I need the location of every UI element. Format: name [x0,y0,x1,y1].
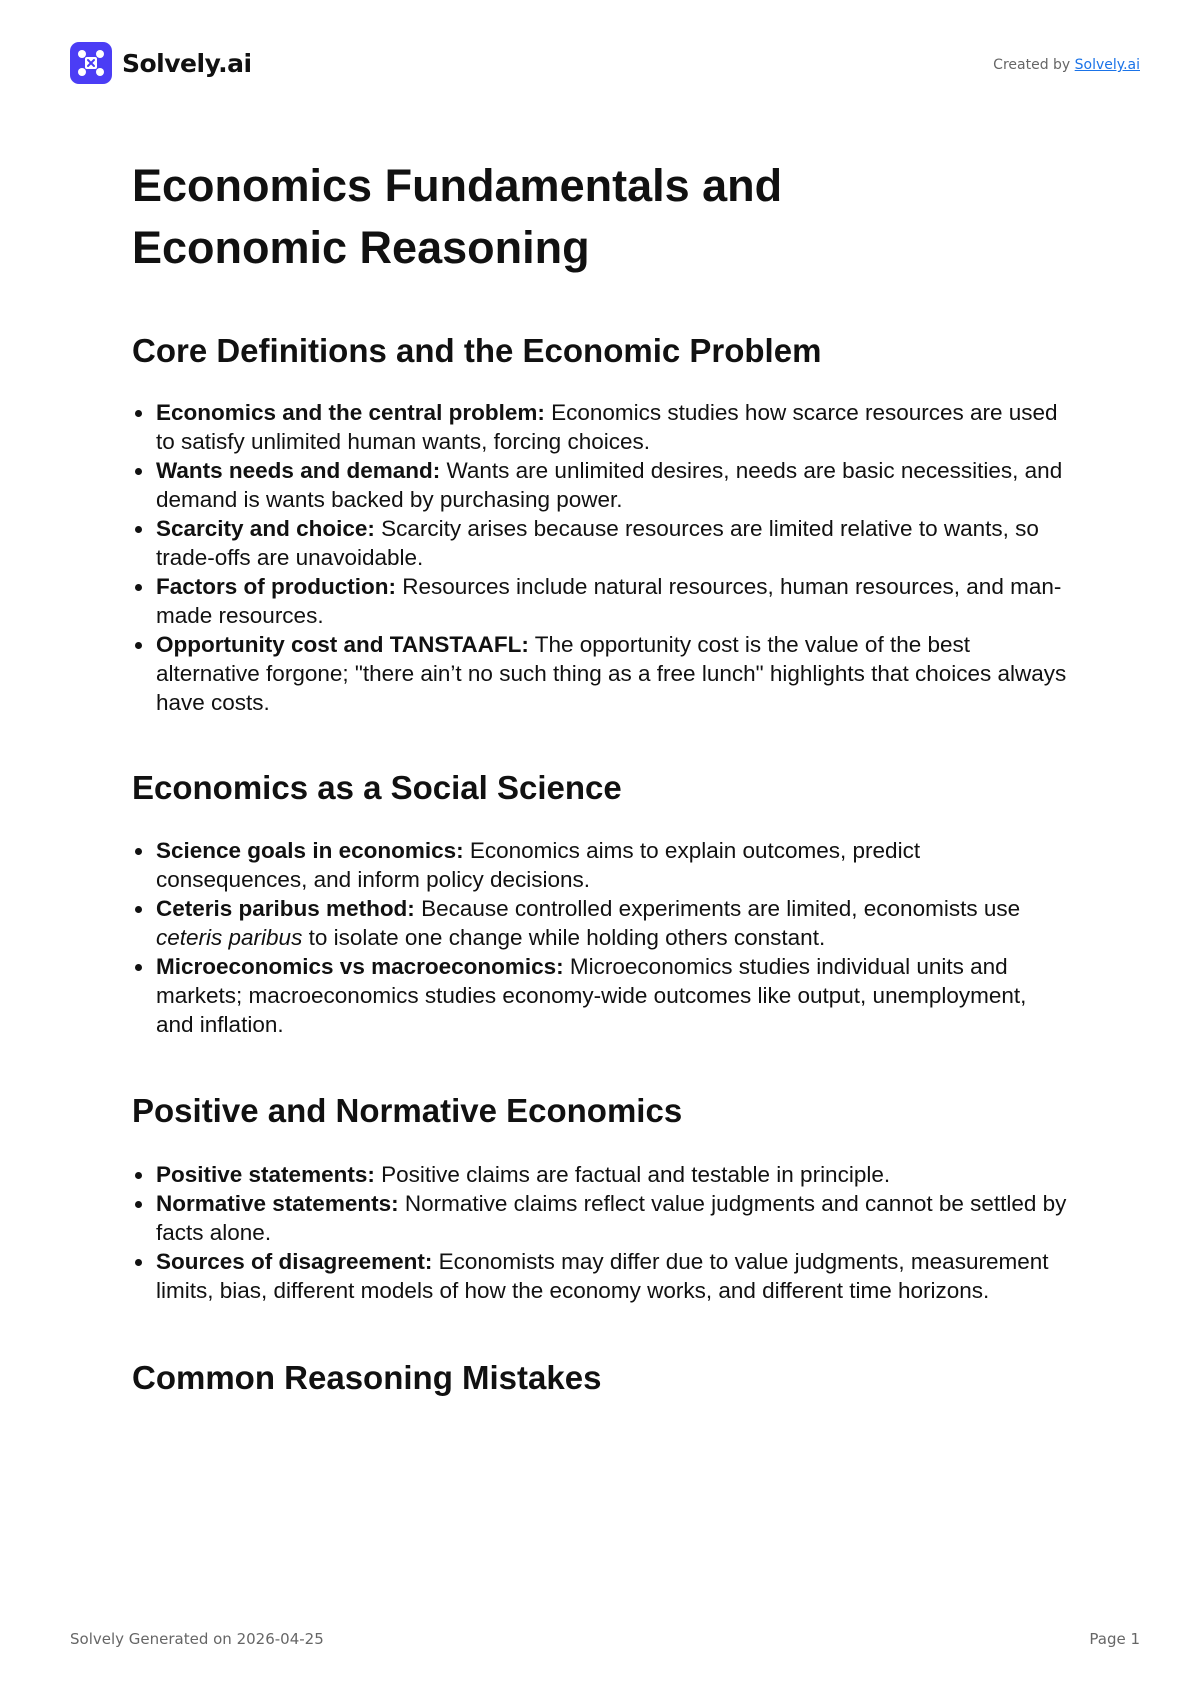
list-item-term: Scarcity and choice: [156,516,375,541]
list-item-text: Resources include natural resources, human resources, and man-made resources. [156,574,1062,628]
bullet-list-social-science [132,836,1067,1039]
list-item-term: Positive statements: [156,1162,375,1187]
list-item-term: Normative statements: [156,1191,399,1216]
list-item-text: Positive claims are factual and testable in principle. [381,1162,891,1187]
list-item-term: Wants needs and demand: [156,458,441,483]
list-item-text-before: Because controlled experiments are limited, economists use [421,896,1021,921]
logo-text: Solvely.ai [122,48,252,78]
section-heading-positive-normative: Positive and Normative Economics [132,1092,683,1129]
section-heading-social-science: Economics as a Social Science [132,769,622,806]
created-by-prefix: Created by [993,57,1071,73]
list-item [132,398,1067,456]
footer-page-number: Page 1 [1089,1630,1140,1648]
bullet-icon [135,526,142,533]
list-item-text: Economics studies how scarce resources are used to satisfy unlimited human wants, forcing choices. [156,400,1058,454]
list-item [132,952,1067,1039]
list-item-term: Opportunity cost and TANSTAAFL: [156,632,529,657]
title-line-2: Economic Reasoning [132,222,590,273]
title-line-1: Economics Fundamentals and [132,160,783,211]
bullet-icon [135,1259,142,1266]
section-heading-reasoning-mistakes: Common Reasoning Mistakes [132,1359,602,1396]
bullet-list-positive-normative [132,1160,1067,1305]
bullet-icon [135,468,142,475]
page-title [132,155,1067,279]
section-heading-core-definitions: Core Definitions and the Economic Problem [132,332,822,369]
list-item [132,1189,1067,1247]
list-item-text: Scarcity arises because resources are limited relative to wants, so trade-offs are unavoidable. [156,516,1039,570]
list-item-text: Normative claims reflect value judgments and cannot be settled by facts alone. [156,1191,1067,1245]
list-item [132,894,1067,952]
bullet-icon [135,1201,142,1208]
bullet-icon [135,964,142,971]
bullet-icon [135,1172,142,1179]
list-item [132,836,1067,894]
list-item-text: Economists may differ due to value judgments, measurement limits, bias, different models of how the economy works, and different time horizons. [156,1249,1049,1303]
list-item [132,630,1067,717]
solvely-logo-icon [70,42,112,84]
created-by-link[interactable]: Solvely.ai [1074,57,1140,73]
bullet-icon [135,584,142,591]
footer-generated-date: Solvely Generated on 2026-04-25 [70,1630,324,1648]
list-item-term: Economics and the central problem: [156,400,545,425]
bullet-list-core-definitions [132,398,1067,717]
list-item-text: Microeconomics studies individual units and markets; macroeconomics studies economy-wide outcomes like output, unemployment, and inflation. [156,954,1027,1037]
list-item [132,1247,1067,1305]
list-item-italic: ceteris paribus [156,925,303,950]
list-item-term: Factors of production: [156,574,396,599]
list-item [132,1160,1067,1189]
list-item-text: Economics aims to explain outcomes, predict consequences, and inform policy decisions. [156,838,921,892]
list-item-text: The opportunity cost is the value of the best alternative forgone; "there ain’t no such thing as a free lunch" highlights that choices always have costs. [156,632,1067,715]
list-item [132,514,1067,572]
list-item [132,456,1067,514]
created-by [993,57,1140,73]
list-item-text: Wants are unlimited desires, needs are basic necessities, and demand is wants backed by purchasing power. [156,458,1063,512]
list-item-term: Microeconomics vs macroeconomics: [156,954,564,979]
bullet-icon [135,906,142,913]
list-item-text-after: to isolate one change while holding others constant. [308,925,826,950]
bullet-icon [135,848,142,855]
list-item-term: Ceteris paribus method: [156,896,415,921]
list-item-term: Science goals in economics: [156,838,464,863]
list-item-term: Sources of disagreement: [156,1249,433,1274]
bullet-icon [135,642,142,649]
header-logo[interactable] [70,42,252,84]
document-body [132,155,1067,1398]
list-item [132,572,1067,630]
bullet-icon [135,410,142,417]
